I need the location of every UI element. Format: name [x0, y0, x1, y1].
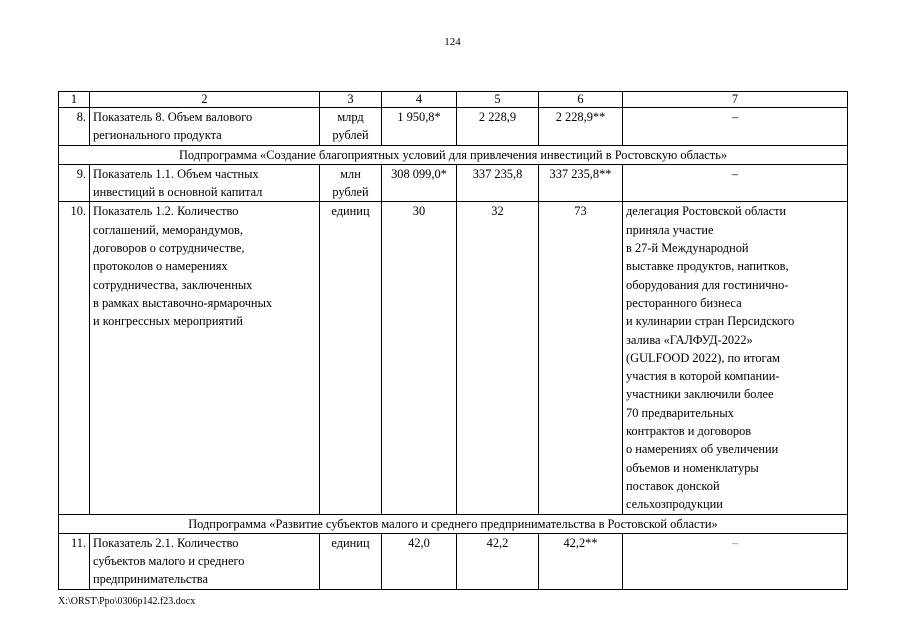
indicators-table [58, 91, 848, 590]
value-col4: 308 099,0* [382, 164, 457, 202]
table-row [59, 533, 848, 589]
note-line: поставок донской [626, 478, 720, 493]
note-line: делегация Ростовской области [626, 204, 787, 219]
indicator-line: предпринимательства [93, 572, 208, 587]
note-line: о намерениях об увеличении [626, 442, 779, 457]
value-col5: 42,2 [457, 533, 539, 589]
note-line: ресторанного бизнеса [626, 295, 742, 310]
unit-line: рублей [332, 185, 369, 200]
unit-line: млрд [337, 110, 364, 124]
indicator-cell [90, 164, 320, 202]
note-line: контрактов и договоров [626, 424, 752, 439]
note-line: объемов и номенклатуры [626, 460, 759, 475]
indicator-line: Показатель 8. Объем валового [93, 110, 253, 124]
unit-cell [320, 202, 382, 514]
note-line: – [731, 110, 739, 124]
value-col5: 32 [457, 202, 539, 514]
footer-file-path: X:\ORST\Ppo\0306p142.f23.docx [58, 596, 196, 607]
indicator-cell [90, 108, 320, 146]
indicator-line: соглашений, меморандумов, [93, 222, 243, 237]
row-number: 10. [59, 202, 90, 514]
indicator-line: регионального продукта [93, 128, 222, 143]
page-number: 124 [444, 36, 461, 48]
note-line: залива «ГАЛФУД-2022» [626, 332, 753, 347]
note-line: и кулинарии стран Персидского [626, 314, 795, 329]
indicator-line: договоров о сотрудничестве, [93, 241, 245, 256]
column-header: 5 [457, 92, 539, 108]
note-cell [623, 533, 848, 589]
table-row [59, 164, 848, 202]
note-line: – [731, 535, 739, 550]
indicator-cell [90, 533, 320, 589]
indicator-line: субъектов малого и среднего [93, 554, 245, 569]
note-line: участия в которой компании- [626, 369, 780, 384]
column-header: 1 [59, 92, 90, 108]
unit-line: единиц [331, 535, 370, 550]
indicator-line: Показатель 1.2. Количество [93, 204, 239, 219]
subprogram-title: Подпрограмма «Развитие субъектов малого и среднего предпринимательства в Ростовской области» [59, 514, 848, 533]
column-header: 6 [539, 92, 623, 108]
unit-line: рублей [332, 128, 369, 143]
column-header: 3 [320, 92, 382, 108]
unit-cell [320, 533, 382, 589]
value-col5: 2 228,9 [457, 108, 539, 146]
value-col6: 2 228,9** [539, 108, 623, 146]
indicator-line: инвестиций в основной капитал [93, 185, 263, 200]
subprogram-row [59, 514, 848, 533]
note-cell [623, 202, 848, 514]
note-cell [623, 164, 848, 202]
table-header-row [59, 92, 848, 108]
value-col4: 30 [382, 202, 457, 514]
table-row [59, 108, 848, 146]
note-cell [623, 108, 848, 146]
column-header: 2 [90, 92, 320, 108]
subprogram-title: Подпрограмма «Создание благоприятных условий для привлечения инвестиций в Ростовскую область» [59, 145, 848, 164]
unit-line: млн [340, 166, 361, 181]
note-line: (GULFOOD 2022), по итогам [626, 350, 780, 365]
note-line: участники заключили более [626, 387, 774, 402]
row-number: 9. [59, 164, 90, 202]
value-col4: 42,0 [382, 533, 457, 589]
column-header: 4 [382, 92, 457, 108]
indicator-line: и конгрессных мероприятий [93, 314, 243, 329]
indicator-line: сотрудничества, заключенных [93, 277, 253, 292]
note-line: приняла участие [626, 222, 714, 237]
unit-cell [320, 108, 382, 146]
indicator-line: Показатель 2.1. Количество [93, 535, 239, 550]
note-line: сельхозпродукции [626, 497, 723, 512]
column-header: 7 [623, 92, 848, 108]
note-line: в 27-й Международной [626, 241, 749, 256]
subprogram-row [59, 145, 848, 164]
value-col6: 337 235,8** [539, 164, 623, 202]
value-col5: 337 235,8 [457, 164, 539, 202]
value-col6: 42,2** [539, 533, 623, 589]
indicator-line: Показатель 1.1. Объем частных [93, 166, 259, 181]
note-line: выставке продуктов, напитков, [626, 259, 789, 274]
indicator-line: в рамках выставочно-ярмарочных [93, 295, 273, 310]
value-col4: 1 950,8* [382, 108, 457, 146]
note-line: оборудования для гостинично- [626, 277, 789, 292]
unit-line: единиц [331, 204, 370, 219]
table-row [59, 202, 848, 514]
indicator-cell [90, 202, 320, 514]
row-number: 8. [59, 108, 90, 146]
indicator-line: протоколов о намерениях [93, 259, 228, 274]
unit-cell [320, 164, 382, 202]
value-col6: 73 [539, 202, 623, 514]
row-number: 11. [59, 533, 90, 589]
note-line: – [731, 166, 739, 181]
note-line: 70 предварительных [626, 405, 734, 420]
